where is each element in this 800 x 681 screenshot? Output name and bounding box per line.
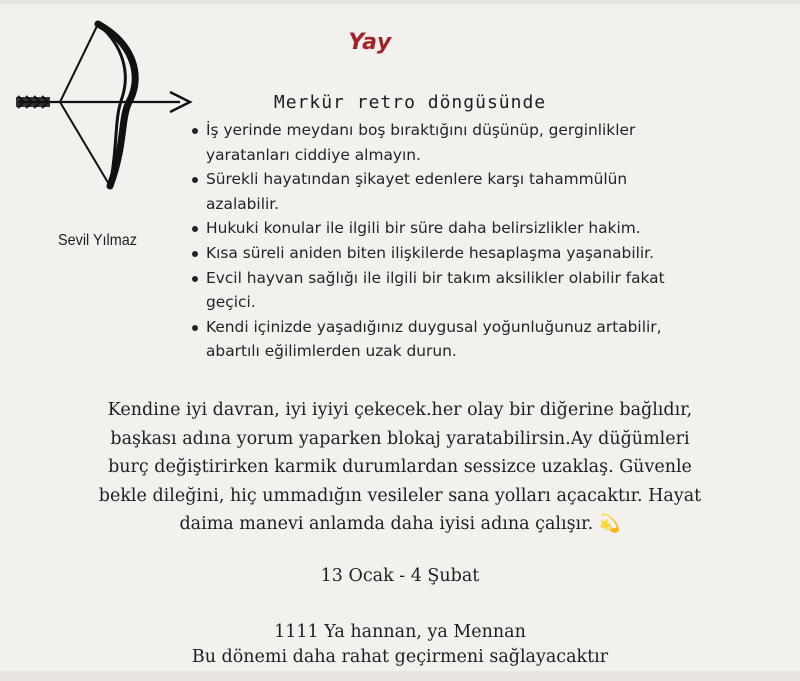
- prayer-line: Bu dönemi daha rahat geçirmeni sağlayacaktır: [191, 647, 609, 667]
- list-item-line: İş yerinde meydanı boş bıraktığını düşünüp, gerginlikler: [206, 121, 636, 139]
- subtitle: Merkür retro döngüsünde: [273, 92, 547, 113]
- list-item: [190, 216, 750, 241]
- list-item-line: yaratanları ciddiye almayın.: [206, 145, 421, 164]
- paragraph-line: daima manevi anlamda daha iyisi adına çalışır.: [179, 514, 594, 534]
- bottom-border: [0, 671, 800, 681]
- list-item-line: geçici.: [206, 293, 256, 312]
- list-item: [190, 241, 750, 266]
- list-item: [190, 266, 750, 315]
- list-item-line: Kısa süreli aniden biten ilişkilerde hesaplaşma yaşanabilir.: [206, 243, 654, 262]
- top-border: [0, 0, 800, 4]
- author-name: Sevil Yılmaz: [58, 232, 137, 249]
- advice-paragraph: [30, 396, 770, 539]
- list-item: [190, 167, 750, 216]
- date-range: 13 Ocak - 4 Şubat: [320, 566, 480, 586]
- paragraph-line: başkası adına yorum yaparken blokaj yaratabilirsin.Ay düğümleri: [110, 428, 690, 449]
- sagittarius-bow-icon: [10, 10, 200, 200]
- list-item-line: Evcil hayvan sağlığı ile ilgili bir takım aksilikler olabilir fakat: [206, 268, 665, 287]
- list-item-line: azalabilir.: [206, 194, 280, 213]
- page-title: Yay: [348, 30, 392, 55]
- paragraph-line: bekle dileğini, hiç ummadığın vesileler sana yolları açacaktır. Hayat: [98, 485, 702, 506]
- list-item: [190, 315, 750, 364]
- dizzy-star-icon: 💫: [598, 514, 621, 534]
- list-item-line: Hukuki konular ile ilgili bir süre daha belirsizlikler hakim.: [206, 219, 641, 238]
- list-item-line: Kendi içinizde yaşadığınız duygusal yoğunluğunuz artabilir,: [206, 317, 662, 336]
- paragraph-line: burç değiştirirken karmik durumlardan sessizce uzaklaş. Güvenle: [108, 457, 692, 477]
- prayer-line: 1111 Ya hannan, ya Mennan: [274, 622, 526, 642]
- list-item: [190, 118, 750, 167]
- prayer-text: [80, 620, 720, 670]
- paragraph-line: Kendine iyi davran, iyi iyiyi çekecek.her olay bir diğerine bağlıdır,: [107, 400, 693, 420]
- list-item-line: abartılı eğilimlerden uzak durun.: [206, 342, 457, 361]
- bullet-list: [190, 118, 750, 364]
- list-item-line: Sürekli hayatından şikayet edenlere karşı tahammülün: [206, 170, 628, 189]
